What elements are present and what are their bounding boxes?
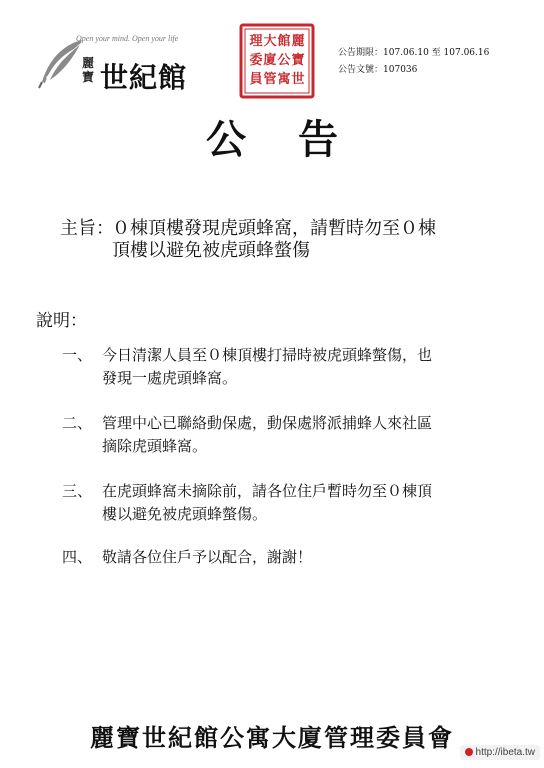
notice-period-value: 107.06.10 至 107.06.16 (383, 48, 490, 58)
svg-text:麗: 麗 (291, 34, 305, 49)
source-watermark (460, 745, 540, 760)
notice-period-line (338, 45, 489, 62)
issuer-footer: 麗寶世紀館公寓大廈管理委員會 (90, 723, 454, 752)
brand-logo (36, 34, 196, 94)
subject-text: ０棟頂樓發現虎頭蜂窩，請暫時勿至０棟 頂樓以避免被虎頭蜂螫傷 (112, 218, 436, 261)
item-number: 三、 (62, 482, 93, 500)
feather-quill-icon (36, 38, 86, 90)
svg-text:委: 委 (249, 53, 263, 68)
item-number: 四、 (62, 548, 93, 566)
notice-number-label: 公告文號： (338, 65, 384, 75)
svg-text:管: 管 (263, 72, 277, 87)
logo-slogan: Open your mind. Open your life (76, 34, 179, 43)
svg-text:大: 大 (263, 34, 277, 49)
svg-text:理: 理 (249, 34, 263, 49)
item-text: 今日清潔人員至０棟頂樓打掃時被虎頭蜂螫傷，也 發現一處虎頭蜂窩。 (102, 346, 433, 387)
item-number: 一、 (62, 346, 93, 364)
notice-period-label: 公告期限： (338, 48, 384, 58)
explanation-label: 說明： (36, 311, 87, 331)
logo-brand-small: 麗寶 (82, 56, 95, 84)
logo-brand-big: 世紀館 (100, 61, 188, 94)
notice-number-line (338, 62, 489, 79)
item-text: 敬請各位住戶予以配合，謝謝！ (102, 548, 313, 566)
svg-text:員: 員 (249, 72, 263, 87)
notice-number-value: 107036 (383, 65, 418, 75)
svg-text:館: 館 (277, 34, 291, 49)
svg-text:寶: 寶 (291, 53, 305, 68)
notice-title: 公告 (206, 116, 390, 163)
svg-text:廈: 廈 (263, 53, 277, 68)
svg-text:公: 公 (277, 53, 291, 68)
svg-text:世: 世 (291, 72, 305, 87)
item-text: 管理中心已聯絡動保處，動保處將派捕蜂人來社區 摘除虎頭蜂窩。 (102, 414, 433, 455)
official-seal-stamp (238, 22, 316, 100)
notice-meta (338, 45, 489, 79)
watermark-url: http://ibeta.tw (475, 747, 535, 758)
item-number: 二、 (62, 414, 93, 432)
subject-label: 主旨： (60, 218, 114, 239)
item-text: 在虎頭蜂窩未摘除前，請各位住戶暫時勿至０棟頂 樓以避免被虎頭蜂螫傷。 (102, 482, 433, 523)
svg-text:寓: 寓 (277, 72, 291, 87)
watermark-logo-icon (465, 748, 473, 756)
